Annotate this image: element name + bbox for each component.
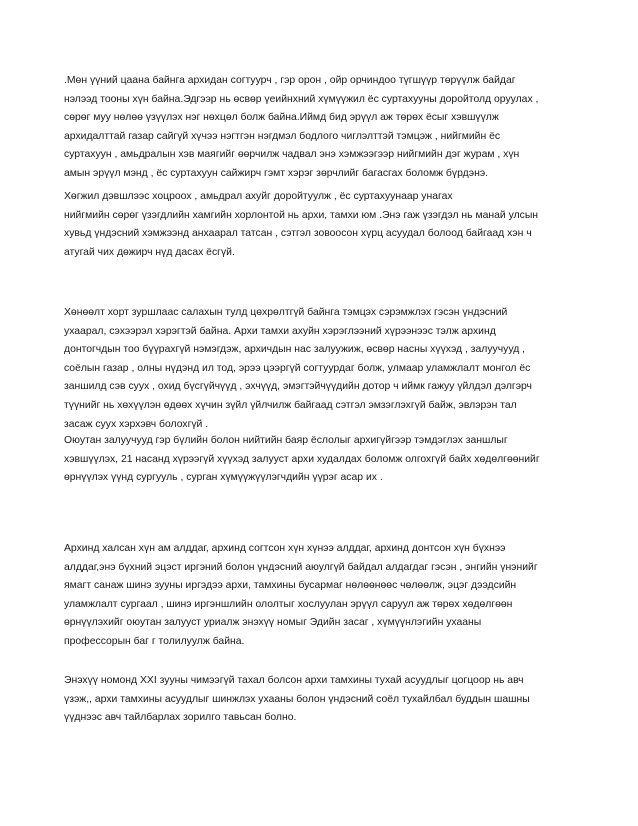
paragraph-3: Хөнөөлт хорт зуршлаас салахын тулд цөхрөлтгүй байнга тэмцэх сэрэмжлэх гэсэн үндэсний ухаарал, сэхээрэл хэрэгтэй байна. Архи тамхи ахуйн хэрэглээний хүрээнээс тэлж архинд донтогчдын тоо бүүрахгүй нэмэгдэж, архичдын нас залуужиж, өсвөр насны хүүхэд , залуучууд , соёлын газар , олны нүдэнд ил тод, эрээ цээргүй согтуурдаг болж, улмаар уламжлалт монгол ёс заншилд сэв суух , охид бүсгүйчүүд , эхчүүд, эмэгтэйчүүдийн дотор ч иймк гажуу үйлдэл дэлгэрч түүнийг нь хөхүүлэн өдөөх хүчин зүйл үйлчилж байгаад сэтгэл эмзэглэхгүй байж, эвлэрэн тал засаж суух хэрхэвч болохгүй . [64, 307, 532, 430]
paragraph-1: .Мөн үүний цаана байнга архидан согтуурч , гэр орон , ойр орчиндоо түгшүүр төрүүлж байдаг нэлээд тооны хүн байна.Эдгээр нь өсвөр үеийнхний хүмүүжил ёс суртахууны доройтолд оруулах , сөрөг муу нөлөө үзүүлэх нэг нөхцөл болж байна.Иймд бид эрүүл аж төрөх ёсыг хэвшүүлж архидалттай газар сайгүй хүчээ нэгтгэн нэгдмэл бодлого чиглэлттэй тэмцэж , нийгмийн ёс суртахуун , амьдралын хэв маягийг өөрчилж чадвал энэ хэмжээгээр нийгмийн дэг журам , хүн амын эрүүл мэнд , ёс суртахуун сайжирч гэмт хэрэг зөрчлийг багасгах боломж бүрдэнэ. [64, 75, 539, 179]
paragraph-5: Архинд халсан хүн ам алддаг, архинд согтсон хүн хүнээ алддаг, архинд донтсон хүн бүхнээ алддаг,энэ бүхний эцэст иргэний болон үндэсний аюулгүй байдал алдагдаг гэсэн , энгийн үнэнийг ямагт санаж шинэ зууны иргэдээ архи, тамхины бусармаг нөлөөнөөс чөлөөлж, эцэг дээдсийн уламжлалт сургаал , шинэ иргэншлийн ололтыг хослуулан эрүүл саруул аж төрөх хөдөлгөөн өрнүүлэхийг оюутан залууст уриалж энэхүү номыг Эдийн засаг , хүмүүнлэгийн ухааны профессорын баг г толилуулж байна. [64, 543, 538, 647]
paragraph-4: Оюутан залуучууд гэр бүлийн болон нийтийн баяр ёслолыг архигүйгээр тэмдэглэх заншлыг хэвшүүлэх, 21 насанд хүрээгүй хүүхэд залууст архи худалдах боломж олгохгүй байх хөдөлгөөнийг өрнүүлэх үүнд сургууль , сурган хүмүүжүүлэгчдийн үүрэг асар их . [64, 435, 540, 484]
paragraph-2: Хөгжил дэвшлээс хоцроох , амьдрал ахуйг доройтуулж , ёс суртахуунаар унагах нийгмийн сөрөг үзэгдлийн хамгийн хорлонтой нь архи, тамхи юм .Энэ гаж үзэгдэл нь манай улсын хувьд үндэсний хэмжээнд анхаарал татсан , сэтгэл зовоосон хүрц асуудал болоод байгаад хэн ч атугай чих дөжирч нүд дасах ёсгүй. [64, 191, 539, 258]
paragraph-6: Энэхүү номонд XXI зууны чимээгүй тахал болсон архи тамхины тухай асуудлыг цогцоор нь авч үзэж,, архи тамхины асуудлыг шинжлэх ухааны болон үндэсний соёл тухайлбал буддын шашны үүднээс авч тайлбарлах зорилго тавьсан болно. [64, 675, 530, 724]
